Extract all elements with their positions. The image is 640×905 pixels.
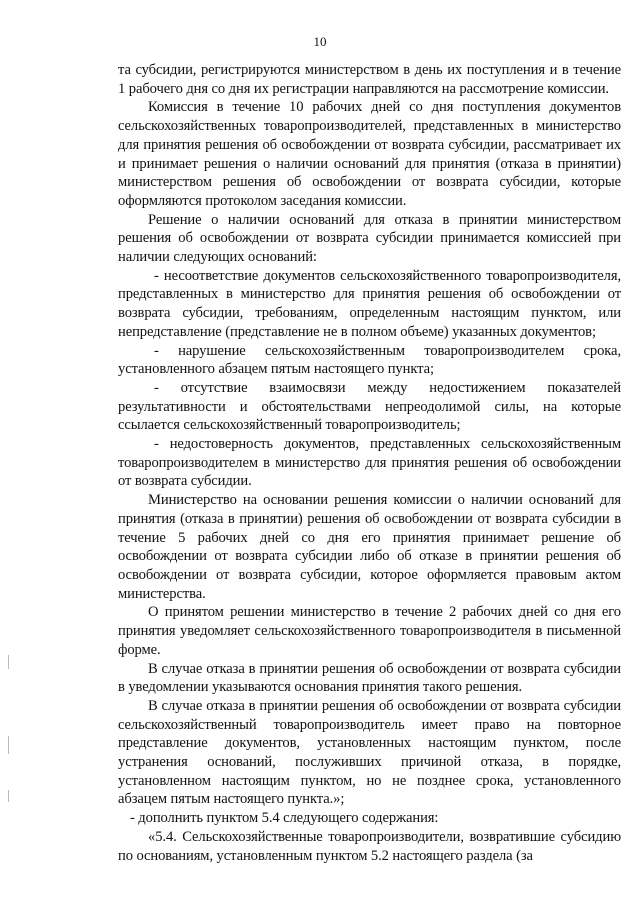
quoted-clause: «5.4. Сельскохозяйственные товаропроизводители, возвратившие субсидию по основаниям, установленным пунктом 5.2 настоящего раздела (за — [118, 828, 621, 864]
scan-margin-mark — [8, 655, 9, 669]
list-item: - нарушение сельскохозяйственным товаропроизводителем срока, установленного абзацем пятым настоящего пункта; — [118, 342, 621, 378]
list-item: - несоответствие документов сельскохозяйственного товаропроизводителя, представленных в министерство для принятия решения об освобождении от возврата субсидии, требованиям, определенным настоящим пунктом, или непредставление (представление не в полном объеме) указанных документов; — [118, 267, 621, 340]
paragraph: В случае отказа в принятии решения об освобождении от возврата субсидии сельскохозяйственный товаропроизводитель имеет право на повторное представление документов, установленных настоящим пунктом, после устранения оснований, послуживших причиной отказа, в порядке, установленном настоящим пунктом, но не позднее срока, установленного абзацем пятым настоящего пункта.»; — [118, 697, 621, 808]
list-item: - недостоверность документов, представленных сельскохозяйственным товаропроизводителем в министерство для принятия решения об освобождении от возврата субсидии. — [118, 436, 621, 490]
paragraph: Министерство на основании решения комиссии о наличии оснований для принятия (отказа в принятии) решения об освобождении от возврата субсидии в течение 5 рабочих дней со дня его принятия принимает решение об освобождении от возврата субсидии либо об отказе в принятии решения об освобождении от возврата субсидии, которое оформляется правовым актом министерства. — [118, 492, 621, 602]
amendment-instruction: - дополнить пунктом 5.4 следующего содержания: — [130, 810, 439, 827]
page-number: 10 — [313, 34, 327, 49]
paragraph: В случае отказа в принятии решения об освобождении от возврата субсидии в уведомлении указываются основания принятия такого решения. — [118, 660, 621, 696]
paragraph: О принятом решении министерство в течение 2 рабочих дней со дня его принятия уведомляет сельскохозяйственного товаропроизводителя в письменной форме. — [118, 604, 621, 658]
scan-margin-mark — [8, 736, 9, 754]
list-item: - отсутствие взаимосвязи между недостижением показателей результативности и обстоятельствами непреодолимой силы, на которые ссылается сельскохозяйственный товаропроизводитель; — [118, 379, 621, 434]
scan-margin-mark — [8, 790, 9, 802]
paragraph: Комиссия в течение 10 рабочих дней со дня поступления документов сельскохозяйственных товаропроизводителей, представленных в министерство для принятия решения об освобождении от возврата субсидии, рассматривает их и принимает решения о наличии оснований для принятия (отказа в принятии) министерством решения об освобождении от возврата субсидии, которые оформляются протоколом заседания комиссии. — [118, 99, 621, 209]
paragraph: Решение о наличии оснований для отказа в принятии министерством решения об освобождении от возврата субсидии принимается комиссией при наличии следующих оснований: — [118, 211, 621, 266]
paragraph: та субсидии, регистрируются министерством в день их поступления и в течение 1 рабочего дня со дня их регистрации направляются на рассмотрение комиссии. — [118, 62, 621, 97]
document-body — [118, 61, 621, 865]
